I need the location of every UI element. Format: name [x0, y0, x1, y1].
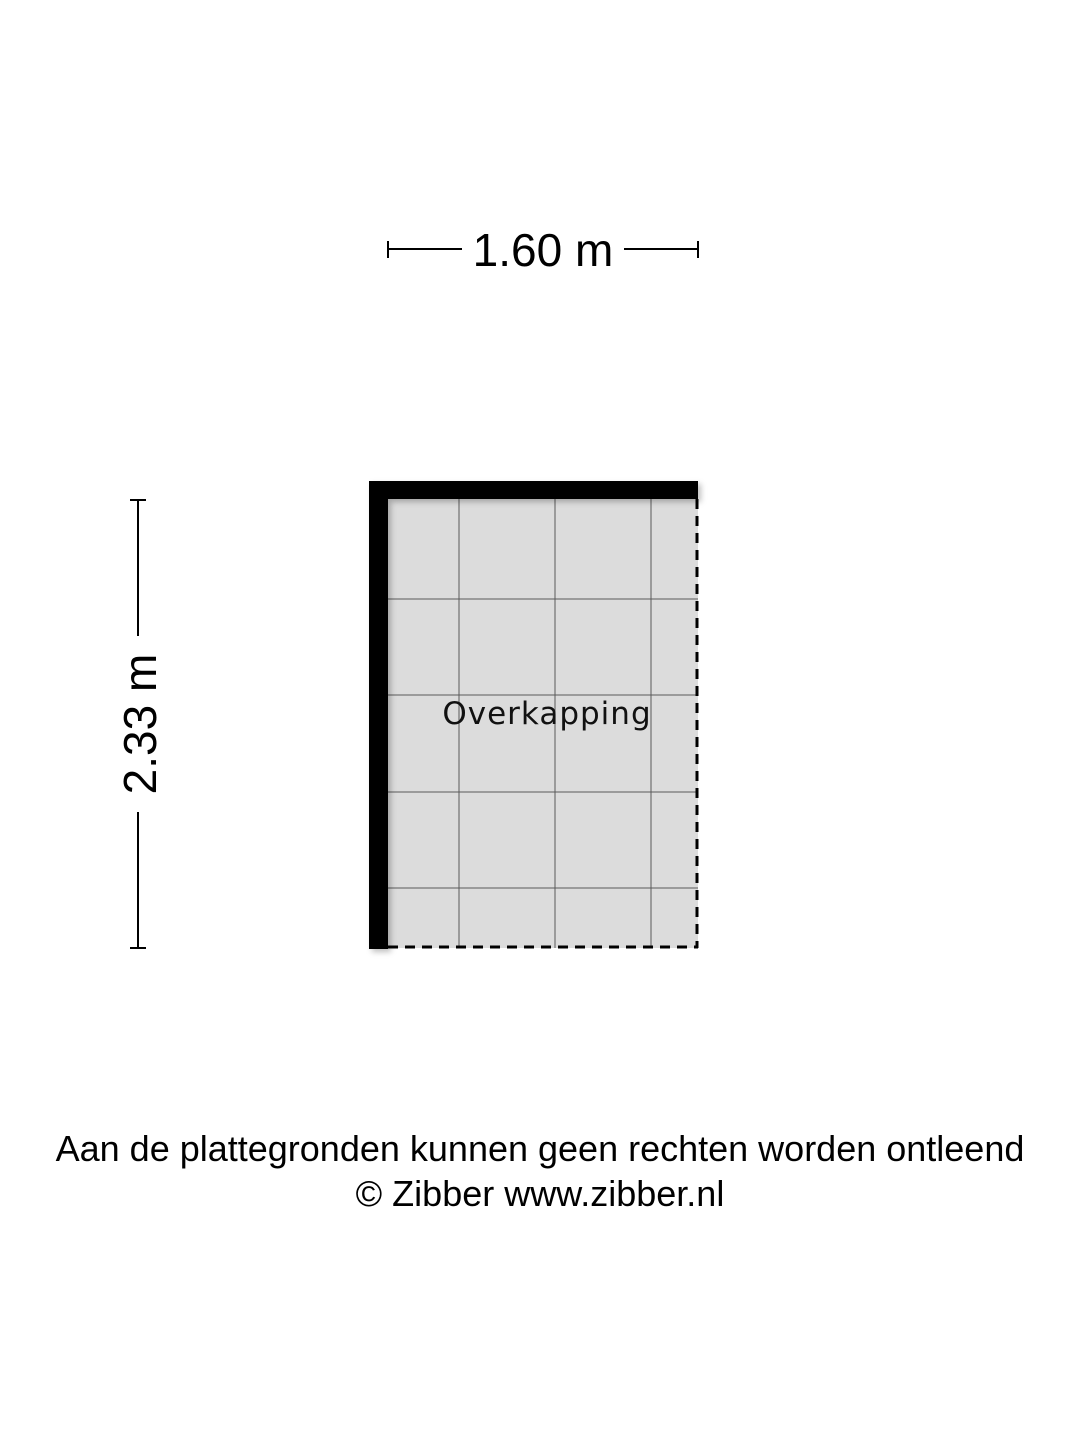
height-dimension	[114, 500, 166, 948]
width-dimension	[388, 224, 698, 276]
left-wall	[369, 481, 388, 949]
room-overkapping	[369, 481, 698, 949]
width-label: 1.60 m	[472, 224, 614, 276]
copyright-text: © Zibber www.zibber.nl	[355, 1173, 725, 1214]
room-label: Overkapping	[442, 696, 652, 732]
disclaimer-text: Aan de plattegronden kunnen geen rechten worden ontleend	[55, 1128, 1025, 1169]
top-wall	[369, 481, 698, 499]
height-label: 2.33 m	[114, 653, 166, 795]
